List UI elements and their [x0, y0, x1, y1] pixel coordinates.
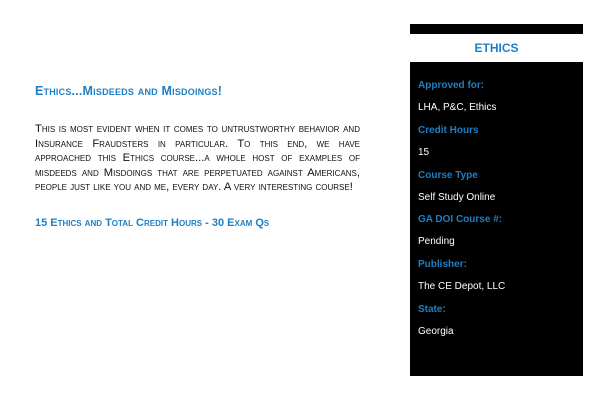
course-info-panel: [410, 62, 583, 376]
field-course-type: [418, 170, 583, 215]
field-value-state: Georgia: [418, 325, 454, 337]
field-label-approved-for: Approved for:: [418, 80, 485, 91]
field-publisher: [418, 259, 583, 304]
field-value-approved-for: LHA, P&C, Ethics: [418, 102, 497, 113]
field-value-course-type: Self Study Online: [418, 191, 496, 203]
field-label-publisher: Publisher:: [418, 259, 467, 271]
field-label-ga-doi-course: GA DOI Course #:: [418, 214, 503, 226]
field-state: [418, 304, 583, 349]
credit-summary: 15 Ethics and Total Credit Hours - 30 Exam Qs: [35, 216, 270, 229]
course-title: Ethics...Misdeeds and Misdoings!: [35, 84, 223, 98]
field-value-credit-hours: 15: [418, 146, 430, 158]
field-approved-for: [418, 80, 583, 125]
field-label-state: State:: [418, 303, 446, 315]
field-value-ga-doi-course: Pending: [418, 236, 455, 248]
field-label-course-type: Course Type: [418, 169, 478, 181]
field-ga-doi-course: [418, 214, 583, 259]
field-value-publisher: The CE Depot, LLC: [418, 281, 506, 293]
course-main-content: [35, 84, 360, 229]
field-label-credit-hours: Credit Hours: [418, 124, 479, 136]
course-description: This is most evident when it comes to untrustworthy behavior and Insurance Fraudsters in particular. To this end, we have approached this Ethics course...a whole host of examples of misdeeds and Misdoings that are perpetuated against Americans, people just like you and me, every day. A very interesting course!: [35, 123, 360, 194]
field-credit-hours: [418, 125, 583, 170]
panel-top-bar: [410, 24, 583, 34]
panel-header-title: ETHICS: [474, 41, 519, 55]
panel-header: [410, 34, 583, 62]
